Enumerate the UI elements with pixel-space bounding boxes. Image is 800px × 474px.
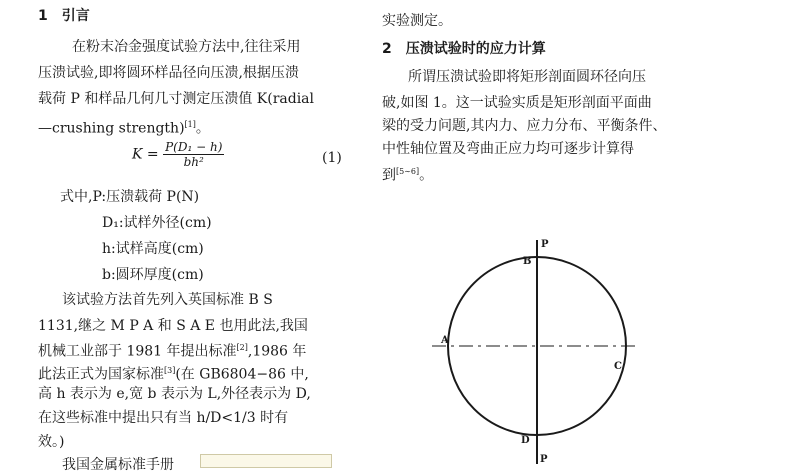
text-line: 该试验方法首先列入英国标准 B S: [62, 292, 273, 308]
text-line: 效。): [38, 434, 65, 450]
text-line: 高 h 表示为 e,宽 b 表示为 L,外径表示为 D,: [38, 386, 311, 402]
text-line: 梁的受力问题,其内力、应力分布、平衡条件、: [382, 118, 667, 134]
text-line: 实验测定。: [382, 13, 452, 29]
label-B: B: [523, 256, 532, 267]
definition-line: D₁:试样外径(cm): [102, 215, 212, 231]
text-span: (在 GB6804−86 中,: [175, 366, 309, 383]
definition-line: b:圆环厚度(cm): [102, 267, 204, 283]
label-D: D: [521, 435, 530, 446]
label-P-top: P: [541, 239, 549, 250]
text-line: 所谓压溃试验即将矩形剖面圆环径向压: [408, 69, 646, 85]
section-1-heading: 1 引言: [38, 8, 90, 24]
text-span: 到: [382, 167, 396, 184]
definition-line: h:试样高度(cm): [102, 241, 204, 257]
text-line: 在这些标准中提出只有当 h/D<1/3 时有: [38, 410, 289, 426]
text-line: 1131,继之 M P A 和 S A E 也用此法,我国: [38, 318, 308, 334]
section-2-heading: 2 压溃试验时的应力计算: [382, 41, 546, 57]
formula-numerator: P(D₁ − h): [165, 140, 223, 154]
label-C: C: [614, 361, 622, 372]
formula-lhs: K =: [132, 146, 159, 163]
text-span: 。: [419, 167, 434, 184]
citation-ref: [3]: [164, 366, 176, 375]
citation-ref: [5∼6]: [396, 167, 420, 176]
label-P-bottom: P: [540, 454, 548, 464]
citation-ref: [2]: [236, 343, 248, 352]
definition-line: 式中,P:压溃载荷 P(N): [60, 189, 200, 205]
cut-text-line: 我国金属标准手册: [62, 457, 174, 473]
text-line: 中性轴位置及弯曲正应力均可逐步计算得: [382, 141, 634, 157]
label-A: A: [441, 335, 449, 346]
text-line: 压溃试验,即将圆环样品径向压溃,根据压溃: [38, 65, 299, 81]
formula-denominator: bh²: [183, 155, 204, 169]
text-span: 。: [195, 120, 210, 137]
citation-ref: [1]: [184, 120, 196, 129]
text-span: 此法正式为国家标准: [38, 366, 164, 383]
text-line: 在粉末冶金强度试验方法中,往往采用: [72, 39, 301, 55]
text-span: —crushing strength): [38, 120, 185, 137]
equation-number: (1): [322, 150, 342, 166]
text-line: 载荷 P 和样品几何几寸测定压溃值 K(radial: [38, 91, 314, 107]
text-span: ,1986 年: [247, 343, 307, 360]
text-span: 机械工业部于 1981 年提出标准: [38, 343, 237, 360]
text-line: 破,如图 1。这一试验实质是矩形剖面平面曲: [382, 95, 652, 111]
